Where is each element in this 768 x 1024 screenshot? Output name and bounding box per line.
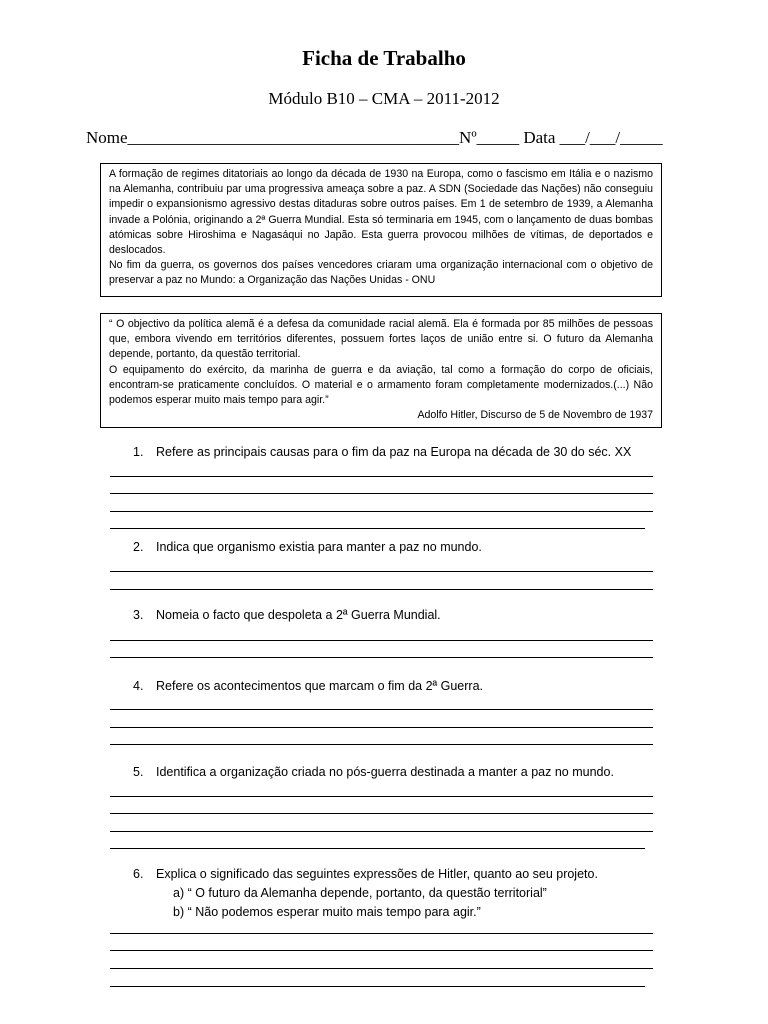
- answer-line[interactable]: [110, 640, 653, 641]
- intro-paragraph: No fim da guerra, os governos dos países vencedores criaram uma organização internacional com o objetivo de preservar a paz no Mundo: a Organização das Nações Unidas - ONU: [109, 259, 653, 287]
- answer-line[interactable]: [110, 986, 645, 987]
- question-text: Identifica a organização criada no pós-guerra destinada a manter a paz no mundo.: [156, 765, 614, 779]
- answer-line[interactable]: [110, 848, 645, 849]
- quote-paragraph: “ O objectivo da política alemã é a defesa da comunidade racial alemã. Ela é formada por 85 milhões de pessoas que, embora vivendo em territórios diferentes, possuem fortes laços de união entre si. O futuro da Alemanha depende, portanto, da questão territorial.: [109, 318, 653, 361]
- question-number: 4.: [133, 679, 144, 693]
- quote-attribution: Adolfo Hitler, Discurso de 5 de Novembro de 1937: [417, 409, 653, 422]
- question-number: 3.: [133, 608, 144, 622]
- answer-line[interactable]: [110, 831, 653, 832]
- module-subtitle: Módulo B10 – CMA – 2011-2012: [268, 89, 500, 108]
- answer-line[interactable]: [110, 571, 653, 572]
- answer-line[interactable]: [110, 796, 653, 797]
- question-number: 5.: [133, 765, 144, 779]
- question-text: Nomeia o facto que despoleta a 2ª Guerra Mundial.: [156, 608, 441, 622]
- question-number: 1.: [133, 445, 144, 459]
- sub-item-b: b) “ Não podemos esperar muito mais tempo para agir.”: [173, 905, 481, 919]
- answer-line[interactable]: [110, 709, 653, 710]
- answer-line[interactable]: [110, 511, 653, 512]
- sub-item-a: a) “ O futuro da Alemanha depende, portanto, da questão territorial”: [173, 886, 547, 900]
- answer-line[interactable]: [110, 950, 653, 951]
- page-title: Ficha de Trabalho: [302, 46, 466, 70]
- answer-line[interactable]: [110, 933, 653, 934]
- intro-paragraph: A formação de regimes ditatoriais ao longo da década de 1930 na Europa, como o fascismo em Itália e o nazismo na Alemanha, contribuiu par uma progressiva ameaça sobre a paz. A SDN (Sociedade das Nações) não conseguiu impedir o expansionismo agressivo destas ditaduras sobre outros países. Em 1 de setembro de 1939, a Alemanha invade a Polónia, originando a 2ª Guerra Mundial. Esta só terminaria em 1945, com o lançamento de duas bombas atómicas sobre Hiroshima e Nagasáqui no Japão. Esta guerra provocou milhões de vítimas, de deportados e deslocados.: [109, 168, 653, 257]
- answer-line[interactable]: [110, 727, 653, 728]
- answer-line[interactable]: [110, 528, 645, 529]
- answer-line[interactable]: [110, 657, 653, 658]
- question-text: Refere as principais causas para o fim da paz na Europa na década de 30 do séc. XX: [156, 445, 632, 459]
- name-number-date-line: Nome_______________________________________Nº_____ Data ___/___/_____: [86, 128, 663, 147]
- intro-text-box: [100, 163, 662, 297]
- answer-line[interactable]: [110, 744, 653, 745]
- quote-paragraph: O equipamento do exército, da marinha de guerra e da aviação, tal como a formação do corpo de oficiais, encontram-se praticamente concluídos. O material e o armamento foram completamente modernizados.(...) Não podemos esperar muito mais tempo para agir.”: [109, 363, 653, 407]
- hitler-quote-box: [100, 313, 662, 428]
- answer-line[interactable]: [110, 813, 653, 814]
- question-text: Explica o significado das seguintes expressões de Hitler, quanto ao seu projeto.: [156, 867, 598, 881]
- answer-line[interactable]: [110, 589, 653, 590]
- question-number: 2.: [133, 540, 144, 554]
- answer-line[interactable]: [110, 476, 653, 477]
- answer-line[interactable]: [110, 493, 653, 494]
- question-text: Refere os acontecimentos que marcam o fim da 2ª Guerra.: [156, 679, 483, 693]
- question-number: 6.: [133, 867, 144, 881]
- question-text: Indica que organismo existia para manter a paz no mundo.: [156, 540, 482, 554]
- answer-line[interactable]: [110, 968, 653, 969]
